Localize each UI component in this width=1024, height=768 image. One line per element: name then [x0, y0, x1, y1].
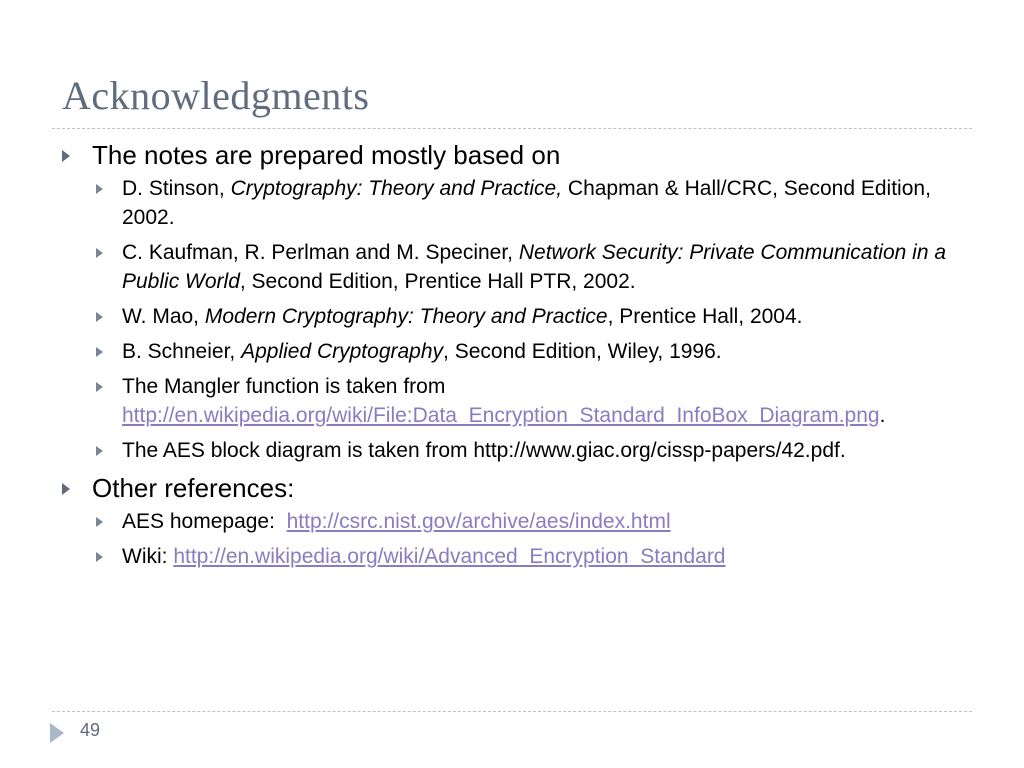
slide-content: [60, 138, 970, 577]
wiki-link[interactable]: http://en.wikipedia.org/wiki/Advanced_Encryption_Standard: [173, 545, 726, 568]
triangle-bullet-icon: [96, 552, 103, 562]
triangle-bullet-icon: [96, 382, 103, 392]
reference-publisher: , Second Edition, Wiley, 1996.: [443, 340, 722, 363]
reference-book-title: Applied Cryptography: [241, 340, 444, 363]
page-number: 49: [80, 720, 101, 740]
bullet-other-heading: [60, 471, 970, 505]
reference-mao: [60, 302, 970, 331]
reference-schneier: [60, 337, 970, 366]
reference-book-title: Modern Cryptography: Theory and Practice: [204, 305, 608, 328]
triangle-bullet-icon: [96, 248, 103, 258]
reference-book-title: Cryptography: Theory and Practice,: [230, 177, 563, 200]
triangle-bullet-icon: [96, 184, 103, 194]
triangle-bullet-icon: [96, 347, 103, 357]
mangler-period: .: [879, 404, 886, 427]
slide-nav-arrow-icon[interactable]: [50, 723, 64, 743]
reference-publisher: , Prentice Hall, 2004.: [607, 305, 803, 328]
reference-aes-homepage: [60, 507, 970, 536]
reference-kaufman: [60, 238, 970, 296]
mangler-text: The Mangler function is taken from: [122, 375, 446, 398]
other-heading-text: Other references:: [92, 473, 295, 503]
triangle-bullet-icon: [96, 517, 103, 527]
triangle-bullet-icon: [96, 446, 103, 456]
reference-author: C. Kaufman, R. Perlman and M. Speciner,: [122, 241, 519, 264]
wiki-label: Wiki:: [122, 545, 174, 568]
title-divider: [52, 128, 972, 129]
triangle-bullet-icon: [62, 483, 70, 495]
slide-title: Acknowledgments: [62, 73, 370, 118]
reference-book-title: Network Security: Private Communication in a Public World: [122, 241, 947, 293]
triangle-bullet-icon: [62, 150, 70, 162]
footer-divider: [52, 711, 972, 712]
reference-author: B. Schneier,: [122, 340, 242, 363]
mangler-diagram-link[interactable]: http://en.wikipedia.org/wiki/File:Data_Encryption_Standard_InfoBox_Diagram.png: [122, 404, 880, 427]
notes-heading-text: The notes are prepared mostly based on: [92, 140, 561, 170]
reference-author: W. Mao,: [122, 305, 205, 328]
aes-homepage-link[interactable]: http://csrc.nist.gov/archive/aes/index.html: [286, 510, 671, 533]
aes-block-text: The AES block diagram is taken from http://www.giac.org/cissp-papers/42.pdf.: [122, 439, 846, 462]
reference-stinson: [60, 174, 970, 232]
triangle-bullet-icon: [96, 312, 103, 322]
bullet-notes-heading: [60, 138, 970, 172]
reference-author: D. Stinson,: [122, 177, 231, 200]
reference-aes-block: [60, 436, 970, 465]
reference-wiki: [60, 542, 970, 571]
reference-mangler: [60, 372, 970, 430]
reference-publisher: , Second Edition, Prentice Hall PTR, 2002.: [239, 270, 636, 293]
aes-homepage-label: AES homepage:: [122, 510, 287, 533]
reference-publisher: Chapman & Hall/CRC, Second Edition, 2002.: [122, 177, 931, 229]
